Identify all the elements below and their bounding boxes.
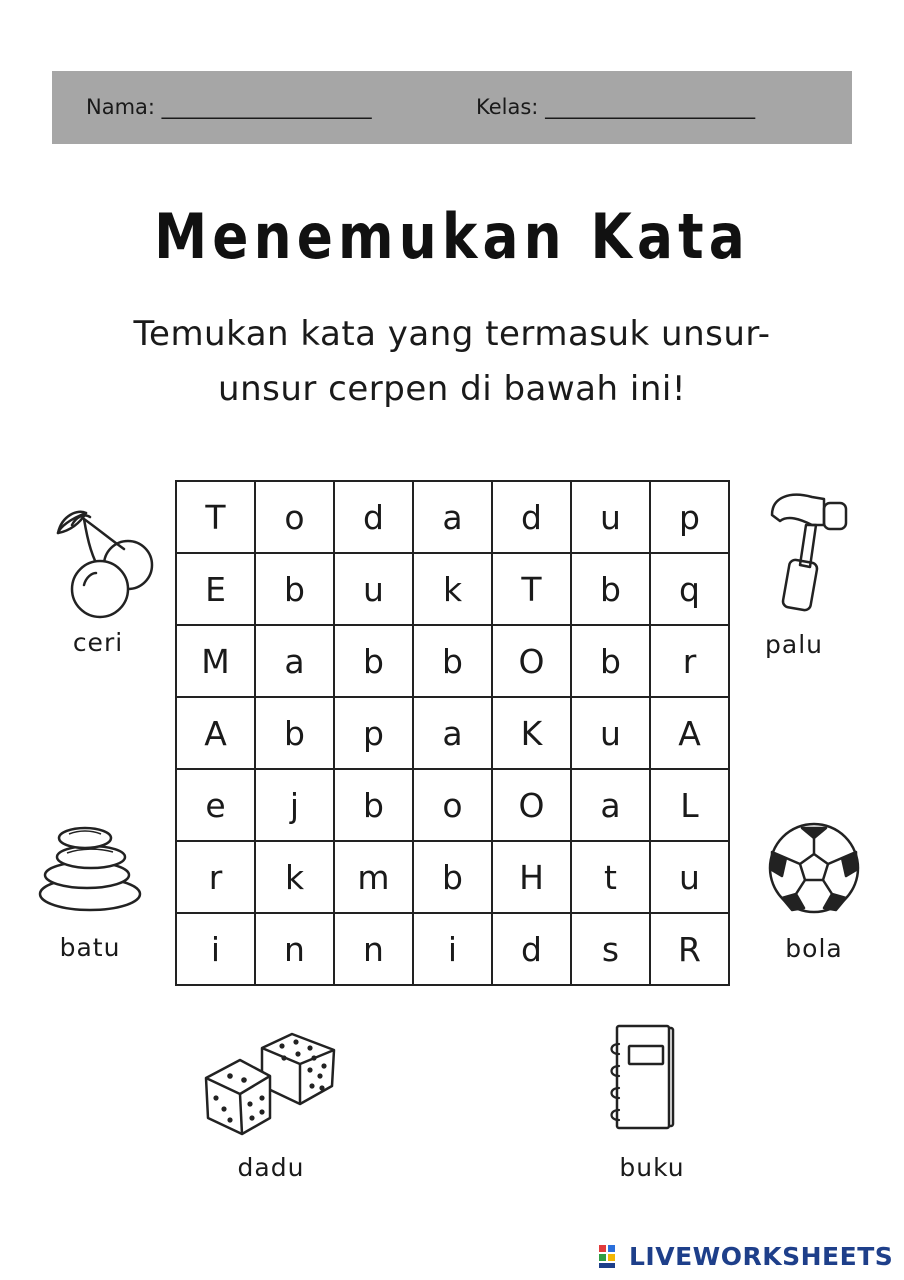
grid-cell[interactable]: d — [334, 481, 413, 553]
grid-cell[interactable]: O — [492, 769, 571, 841]
grid-cell[interactable]: E — [176, 553, 255, 625]
word-search-grid — [175, 480, 730, 986]
grid-cell[interactable]: n — [334, 913, 413, 985]
class-label: Kelas: — [476, 95, 539, 119]
grid-cell[interactable]: b — [334, 625, 413, 697]
liveworksheets-logo — [598, 1238, 893, 1274]
grid-cell[interactable]: i — [176, 913, 255, 985]
grid-cell[interactable]: n — [255, 913, 334, 985]
name-blank[interactable]: ______________________ — [161, 95, 371, 119]
grid-cell[interactable]: b — [255, 697, 334, 769]
grid-cell[interactable]: s — [571, 913, 650, 985]
grid-cell[interactable]: T — [176, 481, 255, 553]
grid-cell[interactable]: a — [571, 769, 650, 841]
grid-cell[interactable]: L — [650, 769, 729, 841]
instruction-line-1: Temukan kata yang termasuk unsur- — [133, 314, 771, 354]
grid-cell[interactable]: M — [176, 625, 255, 697]
grid-cell[interactable]: j — [255, 769, 334, 841]
grid-cell[interactable]: T — [492, 553, 571, 625]
soccer-ball-icon — [766, 820, 862, 916]
grid-cell[interactable]: d — [492, 481, 571, 553]
grid-cell[interactable]: t — [571, 841, 650, 913]
notebook-icon — [605, 1022, 680, 1134]
grid-cell[interactable]: b — [571, 553, 650, 625]
grid-row — [176, 841, 729, 913]
grid-cell[interactable]: u — [571, 481, 650, 553]
grid-cell[interactable]: A — [176, 697, 255, 769]
grid-row — [176, 625, 729, 697]
name-field[interactable] — [86, 95, 371, 119]
grid-cell[interactable]: H — [492, 841, 571, 913]
label-palu: palu — [765, 630, 823, 659]
grid-cell[interactable]: p — [334, 697, 413, 769]
cherry-icon — [40, 505, 155, 620]
dice-icon — [200, 1028, 340, 1138]
grid-row — [176, 697, 729, 769]
grid-cell[interactable]: r — [650, 625, 729, 697]
instruction-line-2: unsur cerpen di bawah ini! — [218, 369, 686, 409]
brand-text: LIVEWORKSHEETS — [629, 1241, 894, 1271]
class-blank[interactable]: ______________________ — [545, 95, 755, 119]
grid-row — [176, 769, 729, 841]
grid-cell[interactable]: u — [571, 697, 650, 769]
grid-cell[interactable]: u — [650, 841, 729, 913]
grid-cell[interactable]: q — [650, 553, 729, 625]
stones-icon — [35, 820, 145, 915]
class-field[interactable] — [476, 95, 754, 119]
grid-cell[interactable]: e — [176, 769, 255, 841]
liveworksheets-logo-icon — [598, 1242, 626, 1270]
grid-cell[interactable]: a — [255, 625, 334, 697]
grid-row — [176, 913, 729, 985]
grid-cell[interactable]: o — [255, 481, 334, 553]
grid-row — [176, 481, 729, 553]
name-label: Nama: — [86, 95, 155, 119]
grid-cell[interactable]: K — [492, 697, 571, 769]
grid-cell[interactable]: b — [413, 841, 492, 913]
label-ceri: ceri — [72, 628, 124, 657]
grid-cell[interactable]: a — [413, 481, 492, 553]
label-buku: buku — [619, 1153, 685, 1182]
label-dadu: dadu — [237, 1153, 305, 1182]
grid-cell[interactable]: r — [176, 841, 255, 913]
grid-cell[interactable]: u — [334, 553, 413, 625]
grid-row — [176, 553, 729, 625]
grid-cell[interactable]: b — [413, 625, 492, 697]
grid-cell[interactable]: o — [413, 769, 492, 841]
grid-cell[interactable]: b — [571, 625, 650, 697]
grid-cell[interactable]: b — [255, 553, 334, 625]
grid-cell[interactable]: b — [334, 769, 413, 841]
grid-cell[interactable]: i — [413, 913, 492, 985]
grid-cell[interactable]: A — [650, 697, 729, 769]
grid-cell[interactable]: m — [334, 841, 413, 913]
grid-cell[interactable]: O — [492, 625, 571, 697]
grid-cell[interactable]: k — [255, 841, 334, 913]
grid-cell[interactable]: R — [650, 913, 729, 985]
hammer-icon — [760, 485, 860, 615]
label-batu: batu — [59, 933, 121, 962]
grid-cell[interactable]: k — [413, 553, 492, 625]
grid-cell[interactable]: d — [492, 913, 571, 985]
header-bar — [52, 71, 852, 144]
page-title: Menemukan Kata — [154, 200, 750, 273]
label-bola: bola — [785, 934, 843, 963]
instruction — [60, 307, 844, 417]
grid-cell[interactable]: a — [413, 697, 492, 769]
grid-cell[interactable]: p — [650, 481, 729, 553]
